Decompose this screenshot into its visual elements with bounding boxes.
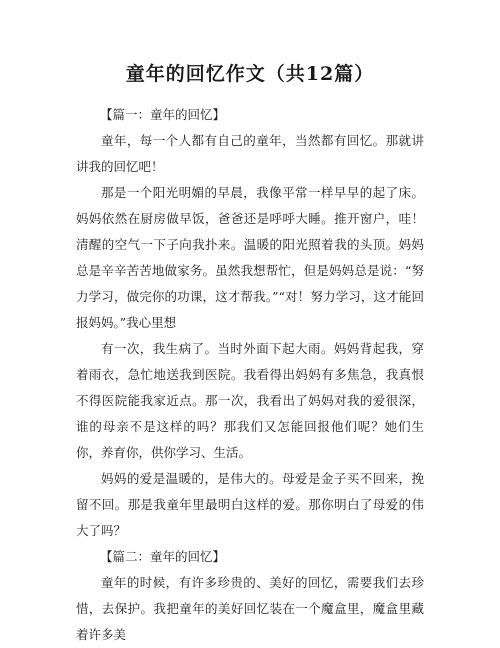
document-title: 童年的回忆作文（共12篇） (125, 63, 375, 85)
section-heading: 【篇一：童年的回忆】 (100, 107, 226, 122)
section-heading: 【篇二：童年的回忆】 (100, 549, 226, 564)
paragraph: 童年，每一个人都有自己的童年，当然都有回忆。那就讲讲我的回忆吧！ (76, 133, 424, 174)
document-body (76, 102, 424, 648)
paragraph: 有一次，我生病了。当时外面下起大雨。妈妈背起我，穿着雨衣，急忙地送我到医院。我看得出妈妈有多焦急，我真恨不得医院能我家近点。那一次，我看出了妈妈对我的爱很深，谁的母亲不是这样的吗？那我们又怎能回报他们呢？她们生你，养育你，供你学习、生活。 (76, 341, 424, 460)
paragraph: 那是一个阳光明媚的早晨，我像平常一样早早的起了床。妈妈依然在厨房做早饭，爸爸还是呼呼大睡。推开窗户，哇！清醒的空气一下子向我扑来。温暖的阳光照着我的头顶。妈妈总是辛辛苦苦地做家务。虽然我想帮忙，但是妈妈总是说：“努力学习，做完你的功课，这才帮我。”“对！努力学习，这才能回报妈妈。”我心里想 (76, 185, 424, 330)
paragraph: 妈妈的爱是温暖的，是伟大的。母爱是金子买不回来，挽留不回。那是我童年里最明白这样的爱。那你明白了母爱的伟大了吗？ (76, 471, 424, 538)
paragraph: 童年的时候，有许多珍贵的、美好的回忆，需要我们去珍惜，去保护。我把童年的美好回忆装在一个魔盒里，魔盒里藏着许多美 (76, 575, 424, 642)
